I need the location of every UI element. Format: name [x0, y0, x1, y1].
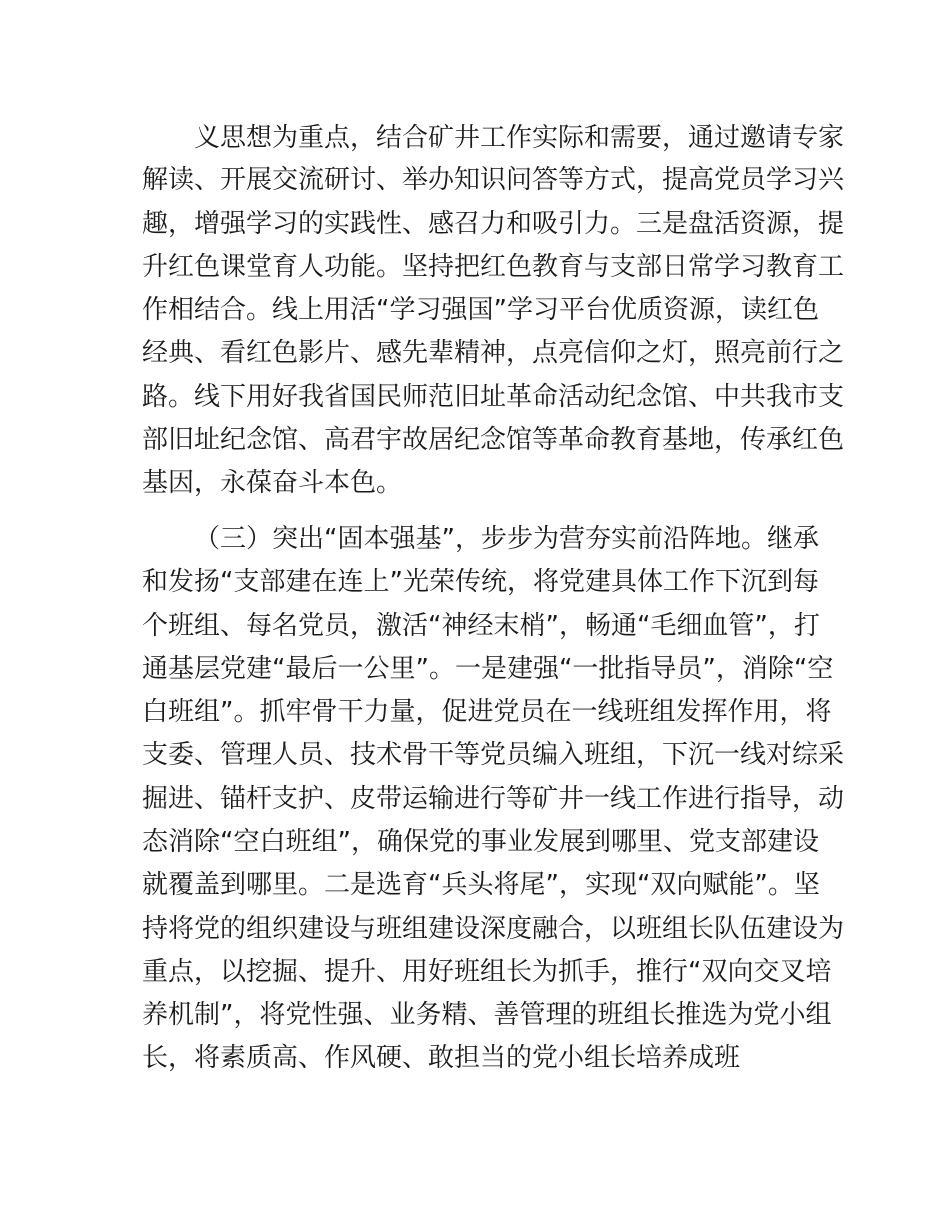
paragraph-2-line-6: 支委、管理人员、技术骨干等党员编入班组，下沉一线对综采 [142, 740, 845, 770]
paragraph-2-line-5: 白班组”。抓牢骨干力量，促进党员在一线班组发挥作用，将 [142, 697, 832, 727]
paragraph-2-line-4: 通基层党建“最后一公里”。一是建强“一批指导员”，消除“空 [142, 654, 834, 684]
paragraph-2-line-9: 就覆盖到哪里。二是选育“兵头将尾”，实现“双向赋能”。坚 [142, 870, 820, 900]
paragraph-2-line-2: 和发扬“支部建在连上”光荣传统，将党建具体工作下沉到每 [142, 567, 819, 597]
paragraph-1-line-6: 经典、看红色影片、感先辈精神，点亮信仰之灯，照亮前行之 [142, 338, 845, 368]
paragraph-2-line-11: 重点，以挖掘、提升、用好班组长为抓手，推行“双向交叉培 [142, 957, 832, 987]
paragraph-2-line-1: （三）突出“固本强基”，步步为营夯实前沿阵地。继承 [194, 524, 819, 554]
paragraph-2-line-3: 个班组、每名党员，激活“神经末梢”，畅通“毛细血管”，打 [142, 611, 820, 641]
paragraph-1-line-5: 作相结合。线上用活“学习强国”学习平台优质资源，读红色 [142, 295, 819, 325]
paragraph-1-line-4: 升红色课堂育人功能。坚持把红色教育与支部日常学习教育工 [142, 252, 845, 282]
paragraph-2-line-8: 态消除“空白班组”，确保党的事业发展到哪里、党支部建设 [142, 827, 819, 857]
paragraph-1-line-3: 趣，增强学习的实践性、感召力和吸引力。三是盘活资源，提 [142, 209, 845, 239]
paragraph-1-line-9: 基因，永葆奋斗本色。 [142, 468, 403, 498]
paragraph-2-line-13: 长，将素质高、作风硬、敢担当的党小组长培养成班 [142, 1043, 741, 1073]
paragraph-1-line-1: 义思想为重点，结合矿井工作实际和需要，通过邀请专家 [194, 123, 845, 153]
paragraph-1-line-2: 解读、开展交流研讨、举办知识问答等方式，提高党员学习兴 [142, 165, 845, 195]
paragraph-2-line-7: 掘进、锚杆支护、皮带运输进行等矿井一线工作进行指导，动 [142, 784, 845, 814]
paragraph-1-line-7: 路。线下用好我省国民师范旧址革命活动纪念馆、中共我市支 [142, 382, 845, 412]
paragraph-1-line-8: 部旧址纪念馆、高君宇故居纪念馆等革命教育基地，传承红色 [142, 425, 845, 455]
paragraph-2-line-10: 持将党的组织建设与班组建设深度融合，以班组长队伍建设为 [142, 914, 845, 944]
paragraph-2-line-12: 养机制”，将党性强、业务精、善管理的班组长推选为党小组 [142, 1000, 832, 1030]
